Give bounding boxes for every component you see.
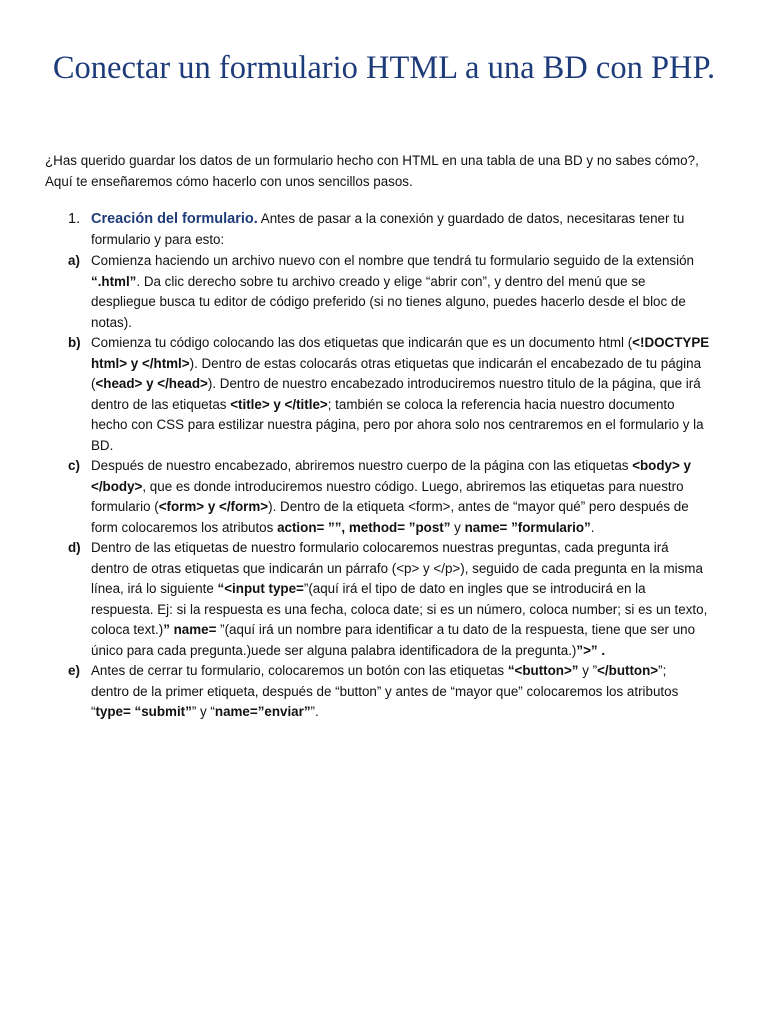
text-run: .	[590, 519, 595, 535]
bold-text: name=”enviar”	[214, 704, 311, 719]
sub-step-line	[91, 374, 728, 395]
sub-step-marker: d)	[68, 540, 81, 555]
sub-step-item	[68, 251, 728, 333]
text-run: y ”	[578, 663, 598, 678]
text-run: , que es donde introduciremos nuestro código. Luego, abriremos las etiquetas para nuestro	[142, 478, 684, 494]
step-1-line-1: Antes de pasar a la conexión y guardado de datos, necesitaras tener tu	[257, 211, 685, 226]
sub-step-line	[91, 477, 728, 498]
bold-text: ” name=	[163, 622, 217, 637]
sub-step-marker: b)	[68, 335, 81, 350]
sub-step-marker: c)	[68, 458, 80, 473]
text-run: ” y “	[191, 704, 215, 719]
text-run: ). Dentro de estas colocarás otras etiquetas que indicarán el encabezado de tu página	[189, 355, 702, 371]
text-run: Después de nuestro encabezado, abriremos nuestro cuerpo de la página con las etiquetas	[91, 458, 633, 473]
bold-text: </body>	[91, 478, 143, 494]
text-run: ”.	[310, 704, 319, 719]
bold-text: <!DOCTYPE	[632, 335, 710, 350]
text-run: Dentro de las etiquetas de nuestro formulario colocaremos nuestras preguntas, cada pregunta irá	[91, 540, 669, 555]
text-run: form colocaremos los atributos	[91, 519, 278, 535]
sub-step-line	[91, 538, 728, 559]
text-run: (	[91, 376, 96, 391]
text-run: Comienza tu código colocando las dos etiquetas que indicarán que es un documento html (	[91, 335, 633, 350]
text-run: ”;	[658, 663, 667, 678]
sub-step-line	[91, 395, 728, 416]
sub-step-line	[91, 292, 728, 313]
sub-step-marker: a)	[68, 253, 80, 268]
sub-step-item	[68, 333, 728, 456]
sub-step-line	[91, 354, 728, 375]
bold-text: html> y </html>	[91, 355, 190, 371]
text-run: y	[450, 519, 465, 535]
text-run: dentro de las etiquetas	[91, 396, 231, 412]
sub-step-line	[91, 272, 728, 293]
step-1-text	[91, 209, 728, 250]
sub-step-line	[91, 333, 728, 354]
step-1-line-2: formulario y para esto:	[91, 231, 225, 247]
intro-line: ¿Has querido guardar los datos de un formulario hecho con HTML en una tabla de una BD y no sabes cómo?,	[45, 153, 699, 168]
bold-text: name= ”formulario”	[464, 519, 591, 535]
text-run: respuesta. Ej: si la respuesta es una fecha, coloca date; si es un número, coloca number; si es un texto,	[91, 601, 708, 617]
bold-text: ”>” .	[576, 642, 606, 658]
sub-step-line	[91, 702, 728, 723]
text-run: despliegue busca tu editor de código preferido (si no tienes alguno, puedes hacerlo desde el bloc de	[91, 294, 686, 309]
text-run: . Da clic derecho sobre tu archivo creado y elige “abrir con”, y dentro del menú que se	[136, 273, 646, 289]
text-run: ”(aquí irá el tipo de dato en ingles que se introducirá en la	[303, 581, 646, 596]
text-run: coloca text.)	[91, 622, 164, 637]
sub-step-list	[68, 251, 728, 723]
bold-text: “<button>”	[507, 663, 579, 678]
step-1-heading: Creación del formulario.	[91, 211, 258, 227]
sub-step-line	[91, 518, 728, 539]
sub-step-line	[91, 415, 728, 436]
sub-step-line	[91, 641, 728, 662]
sub-step-line	[91, 436, 728, 457]
text-run: ). Dentro de nuestro encabezado introduciremos nuestro titulo de la página, que irá	[207, 376, 701, 391]
sub-step-line	[91, 313, 728, 334]
text-run: formulario (	[91, 499, 159, 514]
text-run: ). Dentro de la etiqueta <form>, antes de “mayor qué” pero después de	[268, 499, 689, 514]
page-title: Conectar un formulario HTML a una BD con PHP.	[52, 50, 716, 86]
bold-text: type= “submit”	[95, 704, 192, 719]
text-run: único para cada pregunta.)uede ser alguna palabra identificadora de la pregunta.)	[91, 642, 577, 658]
bold-text: <title> y </title>	[230, 396, 328, 412]
sub-step-line	[91, 559, 728, 580]
text-run: BD.	[91, 437, 114, 453]
sub-step-item	[68, 456, 728, 538]
sub-step-marker: e)	[68, 663, 80, 678]
sub-step-line	[91, 456, 728, 477]
intro-line: Aquí te enseñaremos cómo hacerlo con unos sencillos pasos.	[45, 173, 413, 189]
bold-text: </button>	[597, 663, 659, 678]
sub-step-line	[91, 600, 728, 621]
sub-step-item	[68, 538, 728, 661]
sub-step-line	[91, 620, 728, 641]
bold-text: <head> y </head>	[95, 376, 208, 391]
text-run: dentro de la primer etiqueta, después de “button” y antes de “mayor que” colocaremos los atributos	[91, 683, 679, 699]
text-run: notas).	[91, 314, 132, 330]
text-run: ; también se coloca la referencia hacia nuestro documento	[327, 396, 675, 412]
bold-text: “.html”	[91, 273, 137, 289]
sub-step-line	[91, 661, 728, 682]
bold-text: “<input type=	[217, 581, 304, 596]
sub-step-line	[91, 682, 728, 703]
bold-text: <form> y </form>	[158, 499, 269, 514]
sub-step-line	[91, 497, 728, 518]
step-1-number: 1.	[68, 211, 81, 227]
sub-step-line	[91, 251, 728, 272]
text-run: ”(aquí irá un nombre para identificar a tu dato de la respuesta, tiene que ser uno	[216, 622, 696, 637]
text-run: línea, irá lo siguiente	[91, 581, 218, 596]
sub-step-item	[68, 661, 728, 723]
text-run: Comienza haciendo un archivo nuevo con el nombre que tendrá tu formulario seguido de la extensión	[91, 253, 694, 268]
intro-paragraph	[45, 151, 735, 192]
text-run: hecho con CSS para estilizar nuestra página, pero por ahora solo nos centraremos en el formulario y la	[91, 417, 704, 432]
step-1	[68, 209, 728, 250]
text-run: “	[91, 704, 96, 719]
text-run: Antes de cerrar tu formulario, colocaremos un botón con las etiquetas	[91, 663, 508, 678]
bold-text: <body> y	[632, 458, 691, 473]
text-run: dentro de otras etiquetas que indicarán un párrafo (<p> y </p>), seguido de cada pregunta en la misma	[91, 560, 703, 576]
step-1-line	[91, 209, 728, 230]
sub-step-line	[91, 579, 728, 600]
bold-text: action= ””, method= ”post”	[277, 519, 451, 535]
